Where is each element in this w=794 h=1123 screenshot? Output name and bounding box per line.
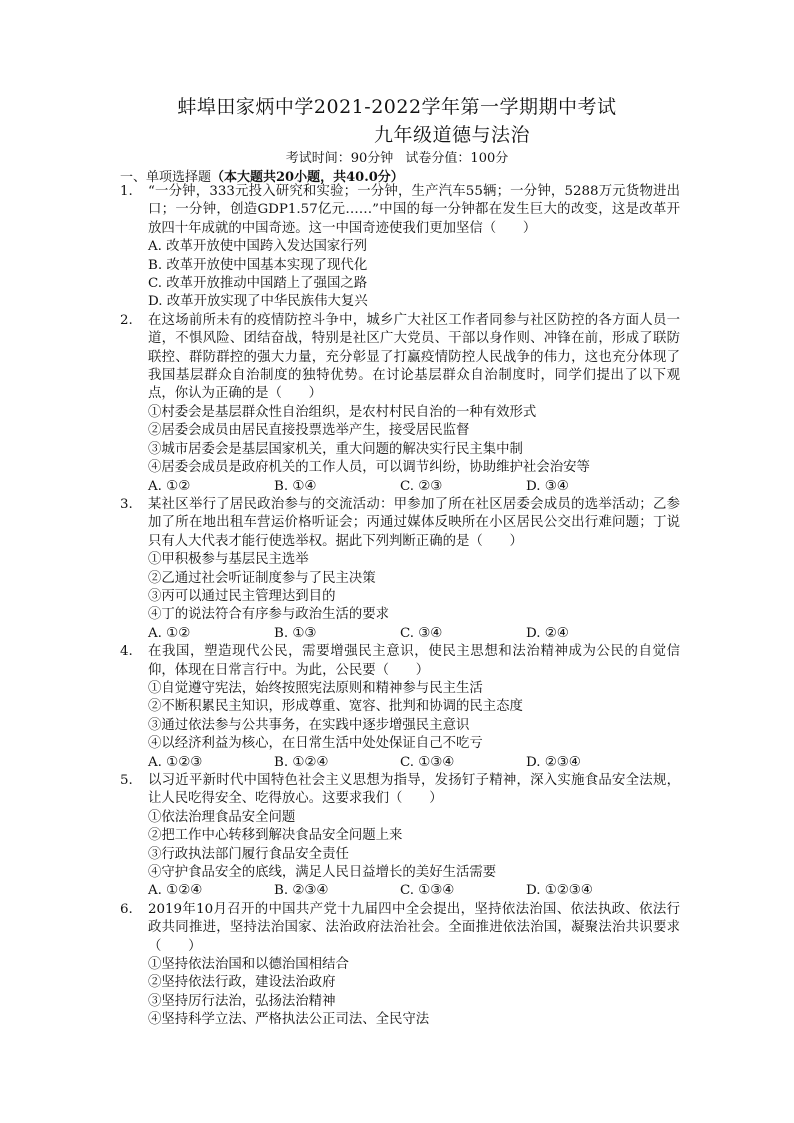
choice-row — [148, 882, 680, 900]
option-b: B. 改革开放使中国基本实现了现代化 — [148, 257, 368, 273]
statement-3: ③坚持厉行法治，弘扬法治精神 — [148, 993, 336, 1009]
question-1 — [120, 183, 680, 312]
statement-2: ②把工作中心转移到解决食品安全问题上来 — [148, 828, 403, 844]
question-number: 4. — [120, 644, 133, 660]
statement-1: ①甲积极参与基层民主选举 — [148, 552, 309, 568]
choice-b: B. ①③ — [274, 625, 317, 641]
statement-1: ①依法治理食品安全问题 — [148, 809, 296, 825]
question-number: 5. — [120, 773, 133, 788]
section-label: 一、单项选择题 — [120, 170, 212, 185]
statement-4: ④丁的说法符合有序参与政治生活的要求 — [148, 607, 390, 623]
choice-row — [148, 478, 680, 496]
question-stem: 2019年10月召开的中国共产党十九届四中全会提出，坚持依法治国、依法执政、依法行政共同推进，坚持法治国家、法治政府法治社会。全面推进依法治国，凝聚法治共识要求（ ） — [148, 901, 680, 954]
choice-c: C. ①③④ — [400, 754, 455, 770]
choice-c: C. ②③ — [400, 478, 443, 494]
statement-2: ②乙通过社会听证制度参与了民主决策 — [148, 570, 376, 586]
choice-row — [148, 754, 680, 772]
statement-4: ④以经济利益为核心，在日常生活中处处保证自己不吃亏 — [148, 736, 483, 752]
question-list — [120, 183, 680, 1030]
full-score: 试卷分值：100分 — [405, 151, 509, 166]
statement-4: ④居委会成员是政府机关的工作人员，可以调节纠纷，协助维护社会治安等 — [148, 460, 590, 476]
choice-b: B. ①②④ — [274, 754, 329, 770]
choice-b: B. ①④ — [274, 478, 317, 494]
question-stem: 在这场前所未有的疫情防控斗争中，城乡广大社区工作者同参与社区防控的各方面人员一道，不惧风险、团结奋战，特别是社区广大党员、干部以身作则、冲锋在前，形成了联防联控、群防群控的强大力量，充分彰显了打赢疫情防控人民战争的伟力，这也充分体现了我国基层群众自治制度的独特优势。在讨论基层群众自治制度时，同学们提出了以下观点，你认为正确的是（ ） — [148, 312, 680, 402]
choice-a: A. ①②④ — [148, 883, 203, 899]
question-stem: “一分钟，333元投入研究和实验；一分钟，生产汽车55辆；一分钟，5288万元货物进出口；一分钟，创造GDP1.57亿元……”中国的每一分钟都在发生巨大的改变，这是改革开放四十年成就的中国奇迹。这一中国奇迹使我们更加坚信（ ） — [148, 184, 680, 236]
choice-d: D. ①②③④ — [526, 883, 593, 899]
choice-b: B. ②③④ — [274, 883, 329, 899]
question-stem: 在我国，塑造现代公民，需要增强民主意识，使民主思想和法治精神成为公民的自觉信仰，体现在日常言行中。为此，公民要（ ） — [148, 644, 680, 678]
question-2 — [120, 312, 680, 496]
statement-1: ①坚持依法治国和以德治国相结合 — [148, 957, 349, 973]
statement-3: ③城市居委会是基层国家机关，重大问题的解决实行民主集中制 — [148, 441, 523, 457]
statement-2: ②居委会成员由居民直接投票选举产生，接受居民监督 — [148, 423, 470, 439]
question-6 — [120, 901, 680, 1030]
statement-2: ②不断积累民主知识，形成尊重、宽容、批判和协调的民主态度 — [148, 699, 523, 715]
section-note: （本大题共20小题，共40.0分） — [211, 170, 404, 185]
choice-c: C. ③④ — [400, 625, 443, 641]
statement-3: ③丙可以通过民主管理达到目的 — [148, 588, 336, 604]
choice-d: D. ③④ — [526, 478, 569, 494]
statement-1: ①村委会是基层群众性自治组织，是农村村民自治的一种有效形式 — [148, 404, 537, 420]
question-number: 2. — [120, 312, 133, 328]
question-stem: 某社区举行了居民政治参与的交流活动：甲参加了所在社区居委会成员的选举活动；乙参加了所在地出租车营运价格听证会；丙通过媒体反映所在小区居民公交出行难问题；丁说只有人大代表才能行使选举权。据此下列判断正确的是（ ） — [148, 496, 680, 549]
statement-4: ④坚持科学立法、严格执法公正司法、全民守法 — [148, 1012, 430, 1028]
choice-a: A. ①②③ — [148, 754, 203, 770]
exam-subtitle: 九年级道德与法治 — [373, 124, 530, 146]
option-a: A. 改革开放使中国跨入发达国家行列 — [148, 239, 368, 255]
question-number: 6. — [120, 901, 133, 917]
choice-c: C. ①③④ — [400, 883, 455, 899]
statement-1: ①自觉遵守宪法，始终按照宪法原则和精神参与民主生活 — [148, 680, 483, 696]
exam-time: 考试时间：90分钟 — [285, 151, 394, 166]
question-5 — [120, 772, 680, 901]
exam-title: 蚌埠田家炳中学2021-2022学年第一学期期中考试 — [177, 96, 617, 118]
choice-d: D. ②③④ — [526, 754, 581, 770]
statement-3: ③通过依法参与公共事务，在实践中逐步增强民主意识 — [148, 717, 470, 733]
choice-a: A. ①② — [148, 478, 191, 494]
question-number: 1. — [120, 184, 133, 199]
option-d: D. 改革开放实现了中华民族伟大复兴 — [148, 294, 368, 310]
question-number: 3. — [120, 496, 133, 512]
statement-4: ④守护食品安全的底线，满足人民日益增长的美好生活需要 — [148, 865, 497, 881]
choice-row — [148, 625, 680, 643]
statement-3: ③行政执法部门履行食品安全责任 — [148, 846, 349, 862]
choice-a: A. ①② — [148, 625, 191, 641]
choice-d: D. ②④ — [526, 625, 569, 641]
question-3 — [120, 496, 680, 643]
option-c: C. 改革开放推动中国踏上了强国之路 — [148, 276, 368, 292]
statement-2: ②坚持依法行政，建设法治政府 — [148, 975, 336, 991]
question-4 — [120, 643, 680, 772]
question-stem: 以习近平新时代中国特色社会主义思想为指导，发扬钉子精神，深入实施食品安全法规，让人民吃得安全、吃得放心。这要求我们（ ） — [148, 773, 680, 807]
exam-meta — [0, 147, 794, 166]
